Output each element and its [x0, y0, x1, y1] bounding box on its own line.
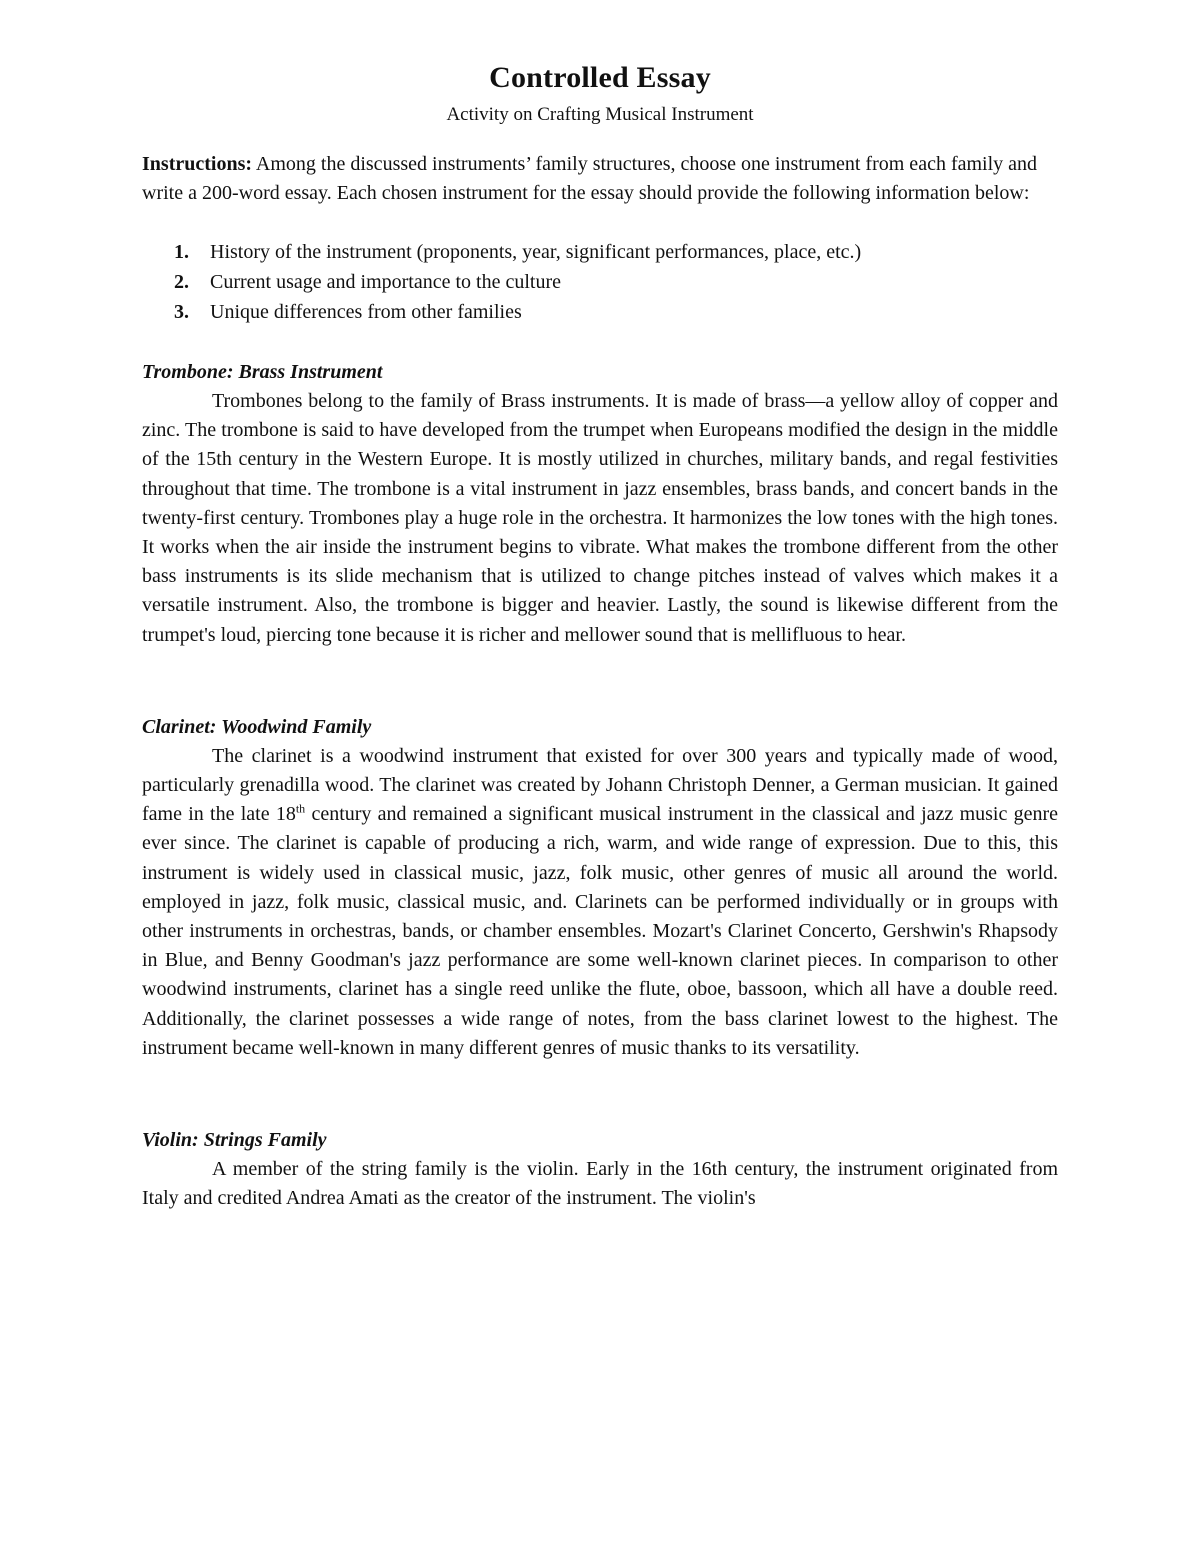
- section-heading: Clarinet: Woodwind Family: [142, 715, 372, 738]
- section-body: A member of the string family is the violin. Early in the 16th century, the instrument originated from Italy and credited Andrea Amati as the creator of the instrument. The violin's: [142, 1158, 1058, 1210]
- section-heading: Trombone: Brass Instrument: [142, 361, 383, 383]
- instructions-paragraph: [142, 150, 1058, 208]
- list-number: 2.: [174, 271, 189, 293]
- list-item: [174, 237, 1058, 267]
- document-subtitle: Activity on Crafting Musical Instrument: [446, 104, 754, 125]
- section-body: [142, 742, 1058, 1063]
- section-body: Trombones belong to the family of Brass instruments. It is made of brass—a yellow alloy of copper and zinc. The trombone is said to have developed from the trumpet when Europeans modified the design in the middle of the 15th century in the Western Europe. It is mostly utilized in churches, military bands, and regal festivities throughout that time. The trombone is a vital instrument in jazz ensembles, brass bands, and concert bands in the twenty-first century. Trombones play a huge role in the orchestra. It harmonizes the low tones with the high tones. It works when the air inside the instrument begins to vibrate. What makes the trombone different from the other bass instruments is its slide mechanism that is utilized to change pitches instead of valves which makes it a versatile instrument. Also, the trombone is bigger and heavier. Lastly, the sound is likewise different from the trumpet's loud, piercing tone because it is richer and mellower sound that is mellifluous to hear.: [142, 390, 1058, 646]
- requirements-list: [142, 237, 1058, 327]
- section-heading: Violin: Strings Family: [142, 1129, 327, 1152]
- instructions-label: Instructions:: [142, 153, 253, 175]
- instructions-text: Among the discussed instruments’ family structures, choose one instrument from each family and write a 200-word essay. Each chosen instrument for the essay should provide the following information below:: [142, 153, 1038, 204]
- list-item: [174, 267, 1058, 297]
- list-item-text: History of the instrument (proponents, year, significant performances, place, etc.): [210, 241, 862, 263]
- document-title: Controlled Essay: [489, 61, 711, 94]
- list-number: 1.: [174, 241, 189, 263]
- section-trombone: [142, 358, 1058, 650]
- list-item-text: Current usage and importance to the culture: [210, 271, 561, 293]
- body-text: The clarinet is a woodwind instrument that existed for over 300 years and typically made of wood, particularly grenadilla wood. The clarinet was created by Johann Christoph Denner, a German musician. It gained fame in the late 18: [142, 744, 1058, 826]
- section-violin: [142, 1126, 1058, 1213]
- list-item: [174, 297, 1058, 327]
- list-number: 3.: [174, 301, 189, 323]
- ordinal-superscript: th: [295, 801, 306, 816]
- section-clarinet: [142, 713, 1058, 1063]
- body-text: century and remained a significant musical instrument in the classical and jazz music genre ever since. The clarinet is capable of producing a rich, warm, and wide range of expression. Due to this, this instrument is widely used in classical music, jazz, folk music, other genres of music all around the world. employed in jazz, folk music, classical music, and. Clarinets can be performed individually or in groups with other instruments in orchestras, bands, or chamber ensembles. Mozart's Clarinet Concerto, Gershwin's Rhapsody in Blue, and Benny Goodman's jazz performance are some well-known clarinet pieces. In comparison to other woodwind instruments, clarinet has a single reed unlike the flute, oboe, bassoon, which all have a double reed. Additionally, the clarinet possesses a wide range of notes, from the bass clarinet lowest to the highest. The instrument became well-known in many different genres of music thanks to its versatility.: [142, 803, 1059, 1059]
- list-item-text: Unique differences from other families: [210, 301, 522, 323]
- document-page: [142, 58, 1058, 1213]
